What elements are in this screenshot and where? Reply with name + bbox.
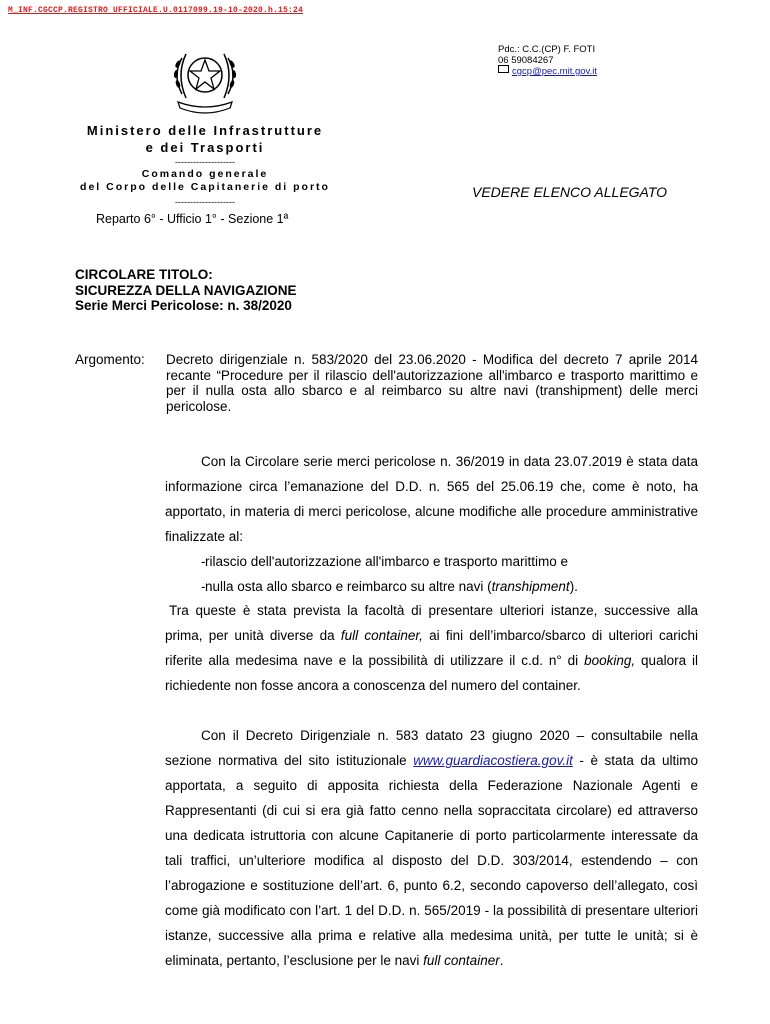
bullet-dash: - (201, 579, 206, 594)
contact-pdc: Pdc.: C.C.(CP) F. FOTI (498, 44, 596, 55)
argomento-label: Argomento: (75, 352, 145, 367)
argomento-text: Decreto dirigenziale n. 583/2020 del 23.06.2020 - Modifica del decreto 7 aprile 2014 recante “Procedure per il rilascio dell'autorizzazione all'imbarco e trasporto marittimo e per il nulla osta allo sbarco e al reimbarco su altre navi (transhipment) delle merci pericolose. (166, 352, 698, 414)
italian-republic-emblem-icon (160, 40, 250, 120)
circolare-line3: Serie Merci Pericolose: n. 38/2020 (75, 298, 292, 313)
ministry-line1: Ministero delle Infrastrutture (86, 123, 324, 138)
ministry-line2: e dei Trasporti (145, 140, 265, 155)
separator-line: -------------------- (175, 197, 235, 207)
comando-line1: Comando generale (141, 168, 269, 180)
contact-email-link[interactable]: cgcp@pec.mit.gov.it (512, 66, 597, 77)
circolare-line1: CIRCOLARE TITOLO: (75, 267, 213, 282)
body-section-3 (165, 723, 698, 973)
bullet-text: nulla osta allo sbarco e reimbarco su altre navi (transhipment). (205, 579, 578, 594)
circolare-line2: SICUREZZA DELLA NAVIGAZIONE (75, 282, 297, 298)
reparto-label: Reparto 6° - Ufficio 1° - Sezione 1ª (96, 212, 289, 226)
mail-icon (498, 65, 509, 73)
body-section-1 (165, 449, 698, 599)
bullet-dash: - (201, 554, 206, 569)
contact-block (498, 44, 597, 77)
separator-line: -------------------- (175, 157, 235, 167)
list-item (165, 574, 698, 599)
contact-phone: 06 59084267 (498, 55, 554, 66)
list-item (165, 549, 698, 574)
protocol-stamp: M_INF.CGCCP.REGISTRO UFFICIALE.U.0117099.19-10-2020.h.15:24 (8, 6, 304, 15)
paragraph: Tra queste è stata prevista la facoltà di presentare ulteriori istanze, successive alla prima, per unità diverse da full container, ai fini dell’imbarco/sbarco di ulteriori carichi riferite alla medesima nave e la possibilità di utilizzare il c.d. n° di booking, qualora il richiedente non fosse ancora a conoscenza del numero del container. (165, 603, 698, 693)
bullet-text: rilascio dell'autorizzazione all'imbarco e trasporto marittimo e (205, 554, 569, 569)
paragraph: Con la Circolare serie merci pericolose n. 36/2019 in data 23.07.2019 è stata data informazione circa l’emanazione del D.D. n. 565 del 25.06.19 che, come è noto, ha apportato, in materia di merci pericolose, alcune modifiche alle procedure amministrative finalizzate al: (165, 454, 698, 544)
comando-name (0, 168, 410, 194)
website-link[interactable]: www.guardiacostiera.gov.it (413, 753, 573, 768)
contact-email-row (498, 66, 597, 77)
comando-line2: del Corpo delle Capitanerie di porto (80, 181, 330, 193)
recipients: VEDERE ELENCO ALLEGATO (472, 184, 668, 200)
ministry-name (0, 122, 410, 156)
body-section-2 (165, 598, 698, 698)
circolare-heading (75, 267, 297, 314)
paragraph: Con il Decreto Dirigenziale n. 583 datato 23 giugno 2020 – consultabile nella sezione normativa del sito istituzionale www.guardiacostiera.gov.it - è stata da ultimo apportata, a seguito di apposita richiesta della Federazione Nazionale Agenti e Rappresentanti (di cui si era già fatto cenno nella sopraccitata circolare) ed attraverso una dedicata istruttoria con alcune Capitanerie di porto particolarmente interessate da tali traffici, un’ulteriore modifica al disposto del D.D. 303/2014, estendendo – con l’abrogazione e sostituzione dell’art. 6, punto 6.2, secondo capoverso dell’allegato, così come già modificato con l’art. 1 del D.D. n. 565/2019 - la possibilità di presentare ulteriori istanze, successive alla prima e relative alla medesima unità, per tutte le unità; si è eliminata, pertanto, l’esclusione per le navi full container. (165, 728, 698, 968)
